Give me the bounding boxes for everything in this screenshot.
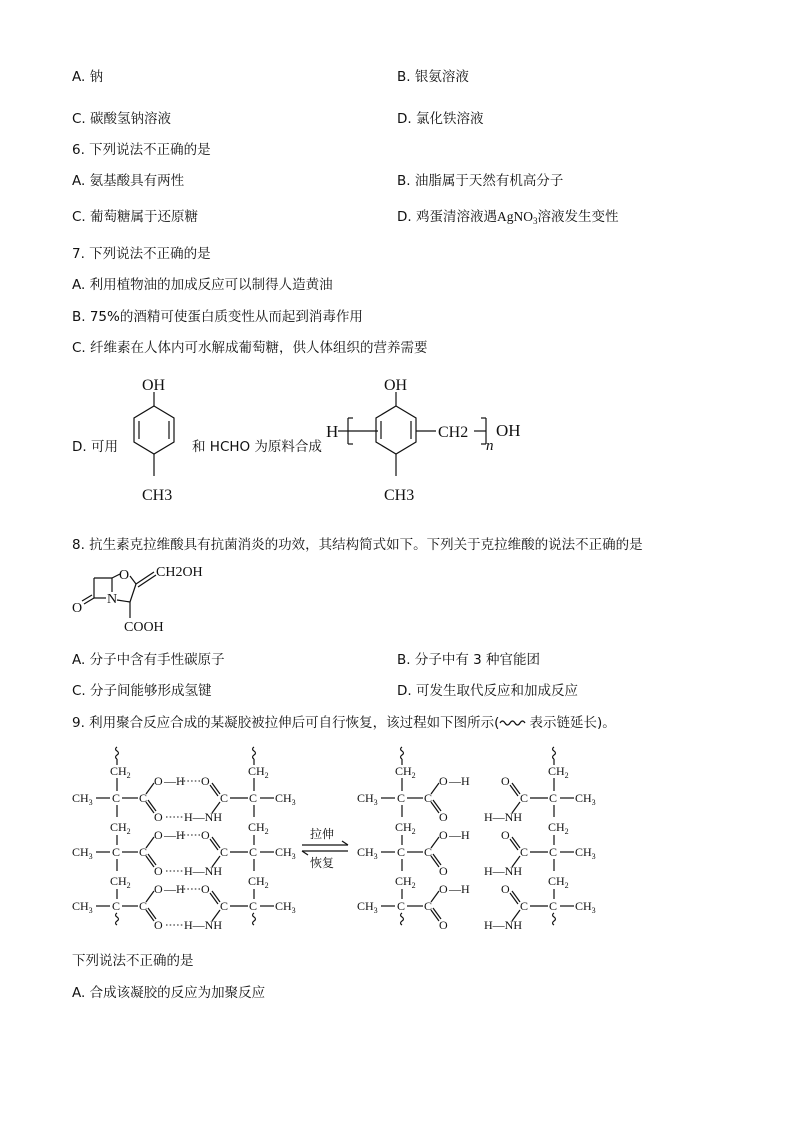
svg-text:C: C bbox=[549, 845, 558, 859]
q6-d-sub: 3 bbox=[532, 216, 538, 226]
q8-option-a: A. 分子中含有手性碳原子 bbox=[72, 652, 225, 668]
svg-text:CH2: $CH_2$ bbox=[248, 820, 269, 836]
poly-ch2-label: CH2 bbox=[438, 424, 469, 441]
svg-text:O: O bbox=[439, 810, 448, 824]
svg-text:C: C bbox=[112, 791, 121, 805]
svg-text:O: O bbox=[439, 918, 448, 932]
ch2oh-label: CH2OH bbox=[156, 565, 203, 580]
q6-stem: 6. 下列说法不正确的是 bbox=[72, 142, 211, 158]
q5-option-a: A. 钠 bbox=[72, 69, 104, 85]
q6-d-suffix: 溶液发生变性 bbox=[537, 209, 619, 225]
svg-text:H—NH: H—NH bbox=[184, 810, 222, 824]
q6-option-c: C. 葡萄糖属于还原糖 bbox=[72, 209, 199, 225]
q5-option-c: C. 碳酸氢钠溶液 bbox=[72, 111, 172, 127]
svg-text:C: C bbox=[397, 899, 406, 913]
svg-text:C: C bbox=[549, 791, 558, 805]
poly-ch3-label: CH3 bbox=[384, 487, 415, 504]
svg-text:C: C bbox=[397, 791, 406, 805]
poly-oh-label: OH bbox=[384, 377, 408, 394]
q7-option-b: B. 75%的酒精可使蛋白质变性从而起到消毒作用 bbox=[72, 309, 363, 325]
svg-text:O: O bbox=[201, 774, 210, 788]
svg-text:O: O bbox=[154, 810, 163, 824]
q6-option-d bbox=[397, 208, 618, 226]
svg-text:O: O bbox=[154, 774, 163, 788]
svg-text:—H: —H bbox=[164, 828, 185, 842]
q9-stem-tail: 表示链延长)。 bbox=[529, 715, 616, 731]
svg-text:CH2: $CH_2$ bbox=[395, 764, 416, 780]
ring-n-label: N bbox=[107, 592, 118, 607]
svg-text:C: C bbox=[112, 845, 121, 859]
svg-text:H—NH: H—NH bbox=[484, 918, 522, 932]
gel-stretch-diagram bbox=[70, 745, 610, 935]
q6-d-formula: AgNO bbox=[496, 209, 533, 224]
svg-text:C: C bbox=[249, 791, 258, 805]
svg-text:O: O bbox=[501, 828, 510, 842]
q8-option-d: D. 可发生取代反应和加成反应 bbox=[397, 683, 578, 699]
svg-text:C: C bbox=[220, 845, 229, 859]
svg-text:O: O bbox=[439, 882, 448, 896]
keto-o-label: O bbox=[72, 601, 83, 616]
svg-text:C: C bbox=[424, 899, 433, 913]
svg-text:CH2: $CH_2$ bbox=[110, 874, 131, 890]
q6-option-b: B. 油脂属于天然有机高分子 bbox=[397, 173, 564, 189]
svg-text:C: C bbox=[520, 845, 529, 859]
ring-o-label: O bbox=[119, 568, 130, 583]
q5-option-b: B. 银氨溶液 bbox=[397, 69, 469, 85]
q6-d-prefix: D. 鸡蛋清溶液遇 bbox=[397, 209, 497, 225]
q9-prompt: 下列说法不正确的是 bbox=[72, 953, 194, 969]
svg-text:O: O bbox=[154, 864, 163, 878]
svg-text:CH2: $CH_2$ bbox=[248, 764, 269, 780]
svg-text:CH3: $CH_3$ bbox=[575, 791, 596, 807]
svg-text:C: C bbox=[139, 899, 148, 913]
svg-text:CH3: $CH_3$ bbox=[575, 899, 596, 915]
svg-text:CH2: $CH_2$ bbox=[548, 820, 569, 836]
svg-text:CH3: $CH_3$ bbox=[275, 791, 296, 807]
q8-stem: 8. 抗生素克拉维酸具有抗菌消炎的功效，其结构简式如下。下列关于克拉维酸的说法不正确的是 bbox=[72, 537, 643, 553]
svg-text:CH3: $CH_3$ bbox=[575, 845, 596, 861]
arrow-label-stretch: 拉伸 bbox=[310, 827, 335, 841]
q7-option-a: A. 利用植物油的加成反应可以制得人造黄油 bbox=[72, 277, 333, 293]
svg-text:C: C bbox=[424, 845, 433, 859]
svg-text:C: C bbox=[139, 845, 148, 859]
svg-text:CH2: $CH_2$ bbox=[110, 820, 131, 836]
mono-oh-label: OH bbox=[142, 377, 166, 394]
svg-text:C: C bbox=[249, 899, 258, 913]
wavy-line-icon bbox=[499, 718, 529, 728]
svg-text:CH3: $CH_3$ bbox=[357, 845, 378, 861]
svg-text:CH3: $CH_3$ bbox=[275, 845, 296, 861]
svg-text:O: O bbox=[201, 828, 210, 842]
svg-text:C: C bbox=[424, 791, 433, 805]
svg-text:C: C bbox=[112, 899, 121, 913]
q8-option-b: B. 分子中有 3 种官能团 bbox=[397, 652, 541, 668]
svg-text:—H: —H bbox=[449, 828, 470, 842]
phenol-resin-structure bbox=[326, 370, 536, 520]
svg-text:CH3: $CH_3$ bbox=[275, 899, 296, 915]
arrow-label-recover: 恢复 bbox=[310, 856, 335, 870]
svg-text:—H: —H bbox=[164, 774, 185, 788]
svg-text:CH2: $CH_2$ bbox=[548, 764, 569, 780]
poly-h-label: H bbox=[326, 422, 339, 441]
q7-option-c: C. 纤维素在人体内可水解成葡萄糖，供人体组织的营养需要 bbox=[72, 340, 428, 356]
svg-text:O: O bbox=[439, 774, 448, 788]
svg-text:O: O bbox=[501, 882, 510, 896]
svg-text:C: C bbox=[520, 899, 529, 913]
q6-option-a: A. 氨基酸具有两性 bbox=[72, 173, 185, 189]
svg-text:CH3: $CH_3$ bbox=[72, 845, 93, 861]
svg-text:CH2: $CH_2$ bbox=[248, 874, 269, 890]
svg-text:CH2: $CH_2$ bbox=[395, 874, 416, 890]
svg-text:CH2: $CH_2$ bbox=[110, 764, 131, 780]
svg-text:O: O bbox=[439, 828, 448, 842]
svg-text:C: C bbox=[249, 845, 258, 859]
svg-text:—H: —H bbox=[164, 882, 185, 896]
svg-text:C: C bbox=[220, 899, 229, 913]
poly-end-oh-label: OH bbox=[496, 421, 521, 440]
svg-text:CH3: $CH_3$ bbox=[357, 791, 378, 807]
q9-stem-text: 9. 利用聚合反应合成的某凝胶被拉伸后可自行恢复，该过程如下图所示( bbox=[72, 715, 500, 731]
q7-option-d-mid: 和 HCHO 为原料合成 bbox=[192, 439, 322, 455]
p-cresol-structure bbox=[120, 370, 190, 520]
svg-text:O: O bbox=[439, 864, 448, 878]
svg-text:CH3: $CH_3$ bbox=[72, 791, 93, 807]
svg-text:CH3: $CH_3$ bbox=[72, 899, 93, 915]
svg-text:O: O bbox=[501, 774, 510, 788]
svg-text:C: C bbox=[549, 899, 558, 913]
svg-text:H—NH: H—NH bbox=[484, 864, 522, 878]
svg-text:—H: —H bbox=[449, 882, 470, 896]
svg-text:O: O bbox=[154, 918, 163, 932]
q9-option-a: A. 合成该凝胶的反应为加聚反应 bbox=[72, 985, 266, 1001]
svg-text:H—NH: H—NH bbox=[184, 918, 222, 932]
svg-text:O: O bbox=[154, 882, 163, 896]
svg-text:O: O bbox=[154, 828, 163, 842]
cooh-label: COOH bbox=[124, 620, 164, 635]
poly-n-label: n bbox=[486, 438, 494, 454]
q7-stem: 7. 下列说法不正确的是 bbox=[72, 246, 211, 262]
q7-option-d-prefix: D. 可用 bbox=[72, 439, 118, 455]
q5-option-d: D. 氯化铁溶液 bbox=[397, 111, 484, 127]
clavulanic-acid-structure bbox=[72, 560, 222, 640]
svg-text:C: C bbox=[397, 845, 406, 859]
svg-text:CH2: $CH_2$ bbox=[395, 820, 416, 836]
svg-text:H—NH: H—NH bbox=[484, 810, 522, 824]
svg-text:CH3: $CH_3$ bbox=[357, 899, 378, 915]
svg-text:O: O bbox=[201, 882, 210, 896]
svg-text:C: C bbox=[139, 791, 148, 805]
svg-text:C: C bbox=[520, 791, 529, 805]
q8-option-c: C. 分子间能够形成氢键 bbox=[72, 683, 212, 699]
svg-text:H—NH: H—NH bbox=[184, 864, 222, 878]
svg-text:C: C bbox=[220, 791, 229, 805]
svg-text:CH2: $CH_2$ bbox=[548, 874, 569, 890]
mono-ch3-label: CH3 bbox=[142, 487, 173, 504]
q9-stem bbox=[72, 714, 616, 732]
svg-text:—H: —H bbox=[449, 774, 470, 788]
